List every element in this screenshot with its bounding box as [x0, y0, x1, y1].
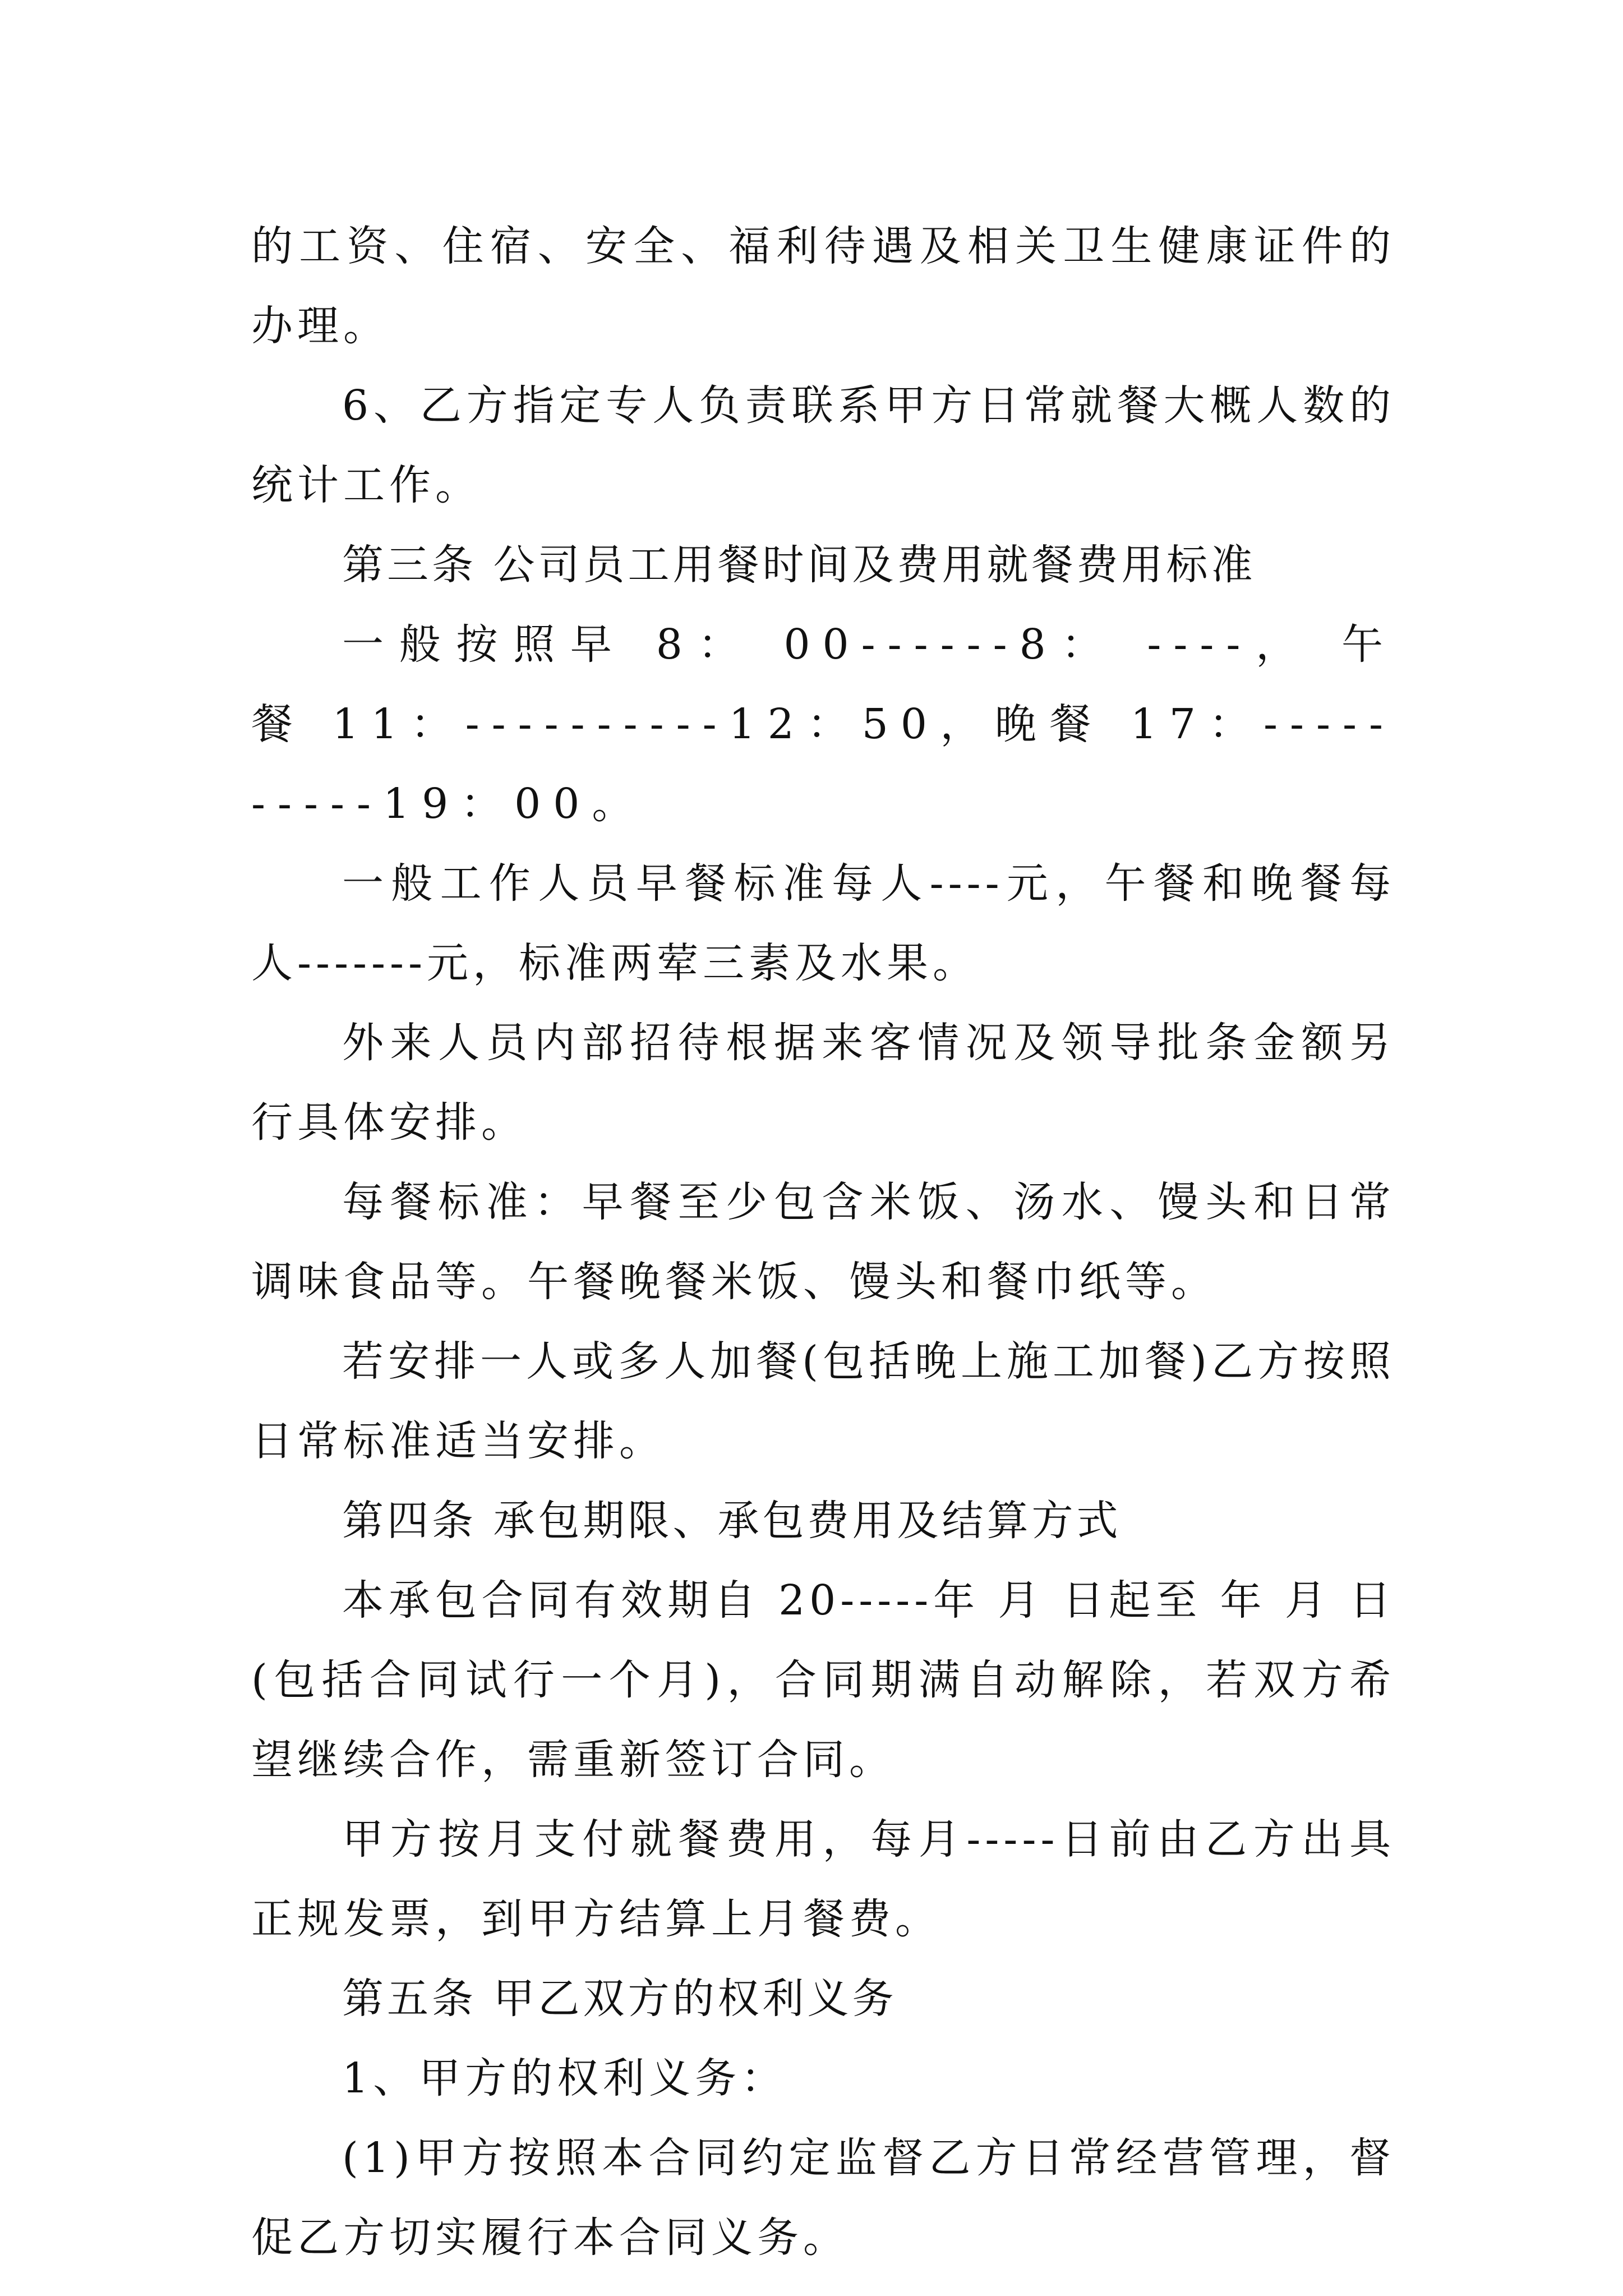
heading-article-4: 第四条 承包期限、承包费用及结算方式 — [342, 1497, 1122, 1545]
paragraph-item-6: 6、乙方指定专人负责联系甲方日常就餐大概人数的统计工作。 — [251, 381, 1395, 509]
paragraph-payment: 甲方按月支付就餐费用，每月-----日前由乙方出具正规发票，到甲方结算上月餐费。 — [251, 1815, 1395, 1943]
paragraph-visitor-reception: 外来人员内部招待根据来客情况及领导批条金额另行具体安排。 — [251, 1019, 1395, 1147]
paragraph-meal-times: 一般按照早 8： 00------8： ----， 午餐 11：----------12：50，晚餐 17：----------19：00。 — [251, 620, 1395, 828]
heading-article-3: 第三条 公司员工用餐时间及费用就餐费用标准 — [342, 541, 1256, 589]
paragraph-per-meal-standard: 每餐标准：早餐至少包含米饭、汤水、馒头和日常调味食品等。午餐晚餐米饭、馒头和餐巾纸等。 — [251, 1178, 1395, 1306]
paragraph-party-a-item-1: (1)甲方按照本合同约定监督乙方日常经营管理，督促乙方切实履行本合同义务。 — [251, 2134, 1395, 2262]
paragraph-continuation: 的工资、住宿、安全、福利待遇及相关卫生健康证件的办理。 — [251, 222, 1395, 350]
paragraph-party-a-rights: 1、甲方的权利义务： — [342, 2054, 787, 2102]
document-body — [251, 206, 1395, 2277]
paragraph-meal-standard: 一般工作人员早餐标准每人----元，午餐和晚餐每人-------元，标准两荤三素及水果。 — [251, 859, 1395, 987]
heading-article-5: 第五条 甲乙双方的权利义务 — [342, 1975, 897, 2023]
paragraph-contract-term: 本承包合同有效期自 20-----年 月 日起至 年 月 日(包括合同试行一个月)，合同期满自动解除，若双方希望继续合作，需重新签订合同。 — [251, 1576, 1395, 1784]
paragraph-extra-meals: 若安排一人或多人加餐(包括晚上施工加餐)乙方按照日常标准适当安排。 — [251, 1337, 1395, 1465]
